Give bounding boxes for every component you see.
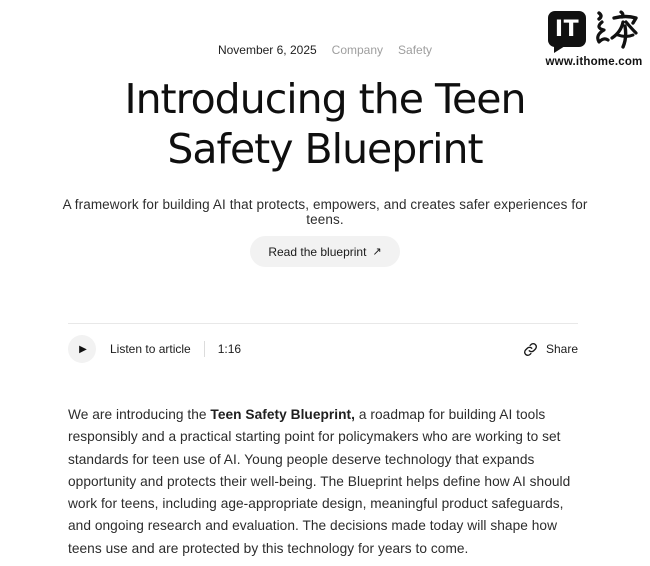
body-text-before: We are introducing the xyxy=(68,407,211,422)
listen-controls xyxy=(68,335,241,363)
article-body-paragraph xyxy=(68,404,580,560)
play-icon: ▶ xyxy=(79,343,87,355)
read-blueprint-button[interactable] xyxy=(250,236,399,267)
listen-to-article-label: Listen to article xyxy=(110,342,191,356)
cta-container xyxy=(0,236,650,267)
ithome-watermark xyxy=(546,8,642,68)
audio-share-bar xyxy=(68,334,578,364)
tag-safety[interactable]: Safety xyxy=(398,43,433,57)
ithome-it-text: IT xyxy=(554,16,580,42)
ithome-it-badge xyxy=(548,11,586,47)
audio-duration: 1:16 xyxy=(217,342,242,356)
link-icon xyxy=(523,342,538,357)
play-button[interactable] xyxy=(68,335,96,363)
arrow-up-right-icon: ↗ xyxy=(372,245,382,258)
vertical-separator xyxy=(204,341,205,357)
page-title xyxy=(0,74,650,174)
page-title-line2: Safety Blueprint xyxy=(167,125,483,173)
read-blueprint-label: Read the blueprint xyxy=(268,244,367,259)
body-text-after: a roadmap for building AI tools responsibly and a practical starting point for policymakers who are working to set standards for teen use of AI. Young people deserve technology that expands opportunity and protects their well-being. The Blueprint helps define how AI should work for teens, including age-appropriate design, meaningful product safeguards, and ongoing research and evaluation. The decisions made today will shape how teens use and are protected by this technology for years to come. xyxy=(68,407,571,556)
ithome-url: www.ithome.com xyxy=(545,56,643,68)
page-subtitle: A framework for building AI that protects, empowers, and creates safer experiences for teens. xyxy=(62,197,588,227)
body-text-bold: Teen Safety Blueprint, xyxy=(210,407,356,422)
share-label: Share xyxy=(545,342,578,356)
tag-company[interactable]: Company xyxy=(331,43,384,57)
section-divider xyxy=(68,323,578,324)
publish-date: November 6, 2025 xyxy=(217,43,317,57)
article-meta xyxy=(0,43,650,57)
share-button[interactable] xyxy=(523,342,578,357)
page-title-line1: Introducing the Teen xyxy=(124,75,526,123)
